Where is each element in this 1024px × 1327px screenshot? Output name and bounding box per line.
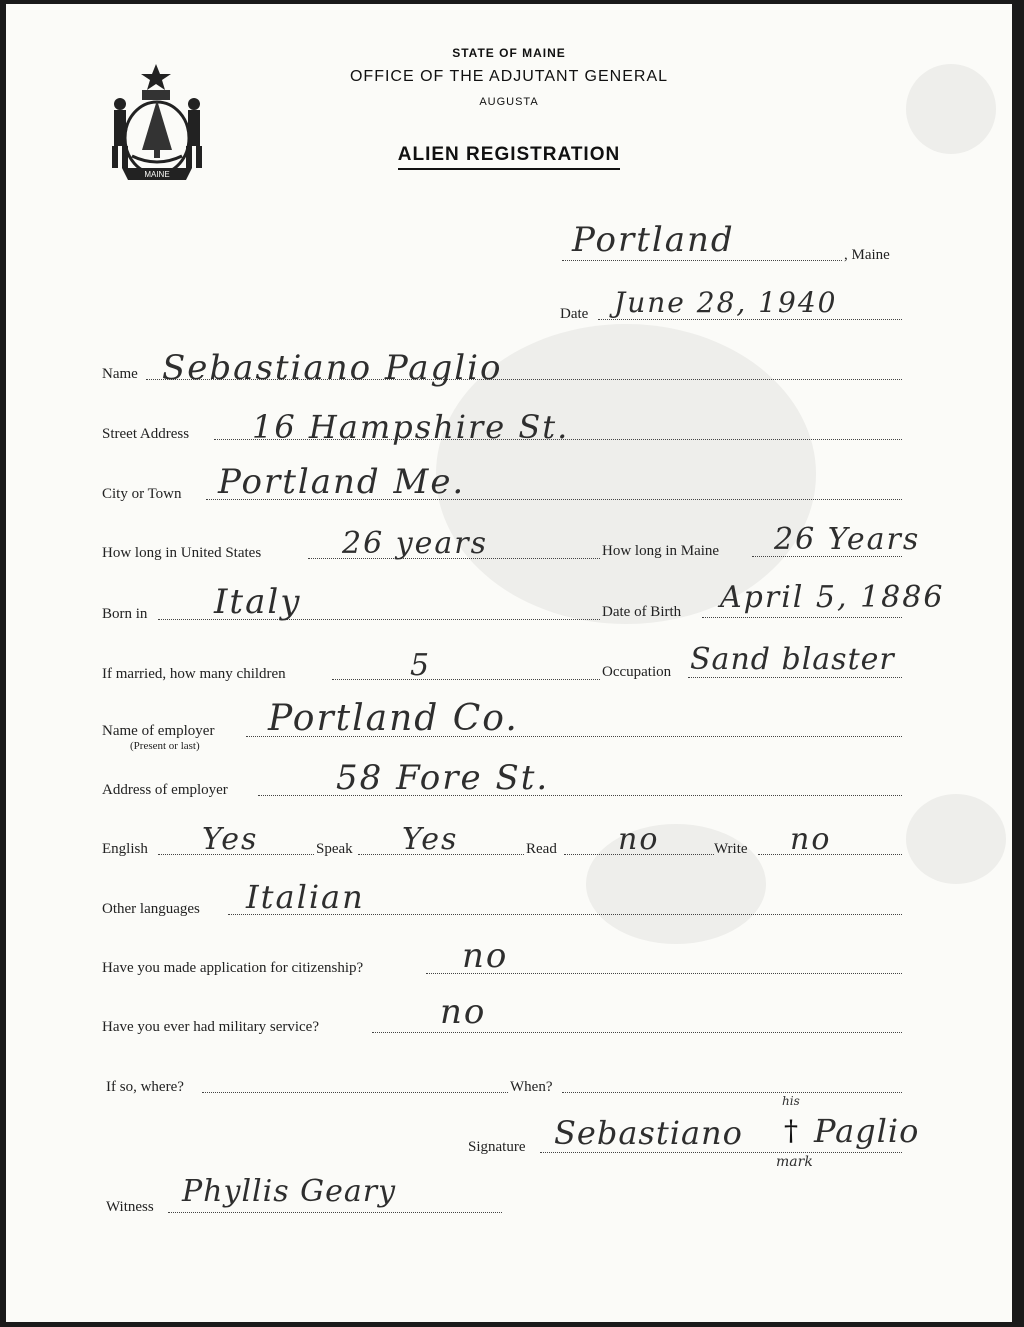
children-value: 5 <box>410 648 432 683</box>
employer-sublabel: (Present or last) <box>130 740 200 752</box>
speak-label: Speak <box>316 841 353 857</box>
occupation-label: Occupation <box>602 664 672 680</box>
how-long-us-value: 26 years <box>342 526 489 561</box>
children-line <box>332 679 600 680</box>
read-label: Read <box>526 841 557 857</box>
when-line <box>562 1092 902 1093</box>
citizenship-label: Have you made application for citizenship? <box>102 960 364 976</box>
other-languages-value: Italian <box>246 878 365 916</box>
employer-address-value: 58 Fore St. <box>336 758 550 798</box>
employer-address-label: Address of employer <box>102 782 228 798</box>
where-label: If so, where? <box>106 1079 184 1095</box>
signature-first-value: Sebastiano <box>554 1114 743 1152</box>
born-in-value: Italy <box>214 582 302 622</box>
employer-value: Portland Co. <box>268 698 519 739</box>
children-label: If married, how many children <box>102 666 286 682</box>
mark-cross-value: † <box>784 1114 800 1147</box>
other-languages-label: Other languages <box>102 901 200 917</box>
city-heading: AUGUSTA <box>479 96 539 108</box>
name-value: Sebastiano Paglio <box>162 348 503 388</box>
signature-line <box>540 1152 902 1153</box>
citizenship-value: no <box>462 936 509 976</box>
street-label: Street Address <box>102 426 190 442</box>
dob-value: April 5, 1886 <box>720 580 945 615</box>
english-value: Yes <box>202 822 259 857</box>
how-long-maine-label: How long in Maine <box>602 543 720 559</box>
date-value: June 28, 1940 <box>614 286 838 319</box>
registration-form <box>6 4 1012 1322</box>
maine-label: , Maine <box>844 247 890 263</box>
mark-his-value: his <box>782 1094 800 1108</box>
speak-value: Yes <box>402 822 459 857</box>
signature-label: Signature <box>468 1139 526 1155</box>
write-label: Write <box>714 841 748 857</box>
employer-label: Name of employer <box>102 723 215 739</box>
state-heading: STATE OF MAINE <box>452 46 566 60</box>
military-value: no <box>440 992 487 1032</box>
dob-line <box>702 617 902 618</box>
military-line <box>372 1032 902 1033</box>
date-label: Date <box>560 306 589 322</box>
signature-last-value: Paglio <box>814 1112 920 1150</box>
place-value: Portland <box>572 220 735 260</box>
occupation-line <box>688 677 902 678</box>
read-value: no <box>618 822 660 857</box>
witness-label: Witness <box>106 1199 154 1215</box>
occupation-value: Sand blaster <box>690 642 895 677</box>
water-stain <box>906 794 1006 884</box>
office-heading: OFFICE OF THE ADJUTANT GENERAL <box>349 68 669 85</box>
how-long-us-label: How long in United States <box>102 545 262 561</box>
place-line <box>562 260 842 261</box>
mark-word-value: mark <box>776 1154 813 1170</box>
name-label: Name <box>102 366 138 382</box>
when-label: When? <box>510 1079 553 1095</box>
born-in-label: Born in <box>102 606 148 622</box>
witness-value: Phyllis Geary <box>182 1174 397 1209</box>
english-label: English <box>102 841 148 857</box>
dob-label: Date of Birth <box>602 604 682 620</box>
street-value: 16 Hampshire St. <box>252 408 570 446</box>
svg-text:MAINE: MAINE <box>144 170 170 179</box>
city-value: Portland Me. <box>218 462 466 502</box>
how-long-maine-value: 26 Years <box>774 522 921 557</box>
date-line <box>598 319 902 320</box>
form-title: ALIEN REGISTRATION <box>6 144 1012 166</box>
military-label: Have you ever had military service? <box>102 1019 319 1035</box>
where-line <box>202 1092 508 1093</box>
write-value: no <box>790 822 832 857</box>
witness-line <box>168 1212 502 1213</box>
city-label: City or Town <box>102 486 182 502</box>
